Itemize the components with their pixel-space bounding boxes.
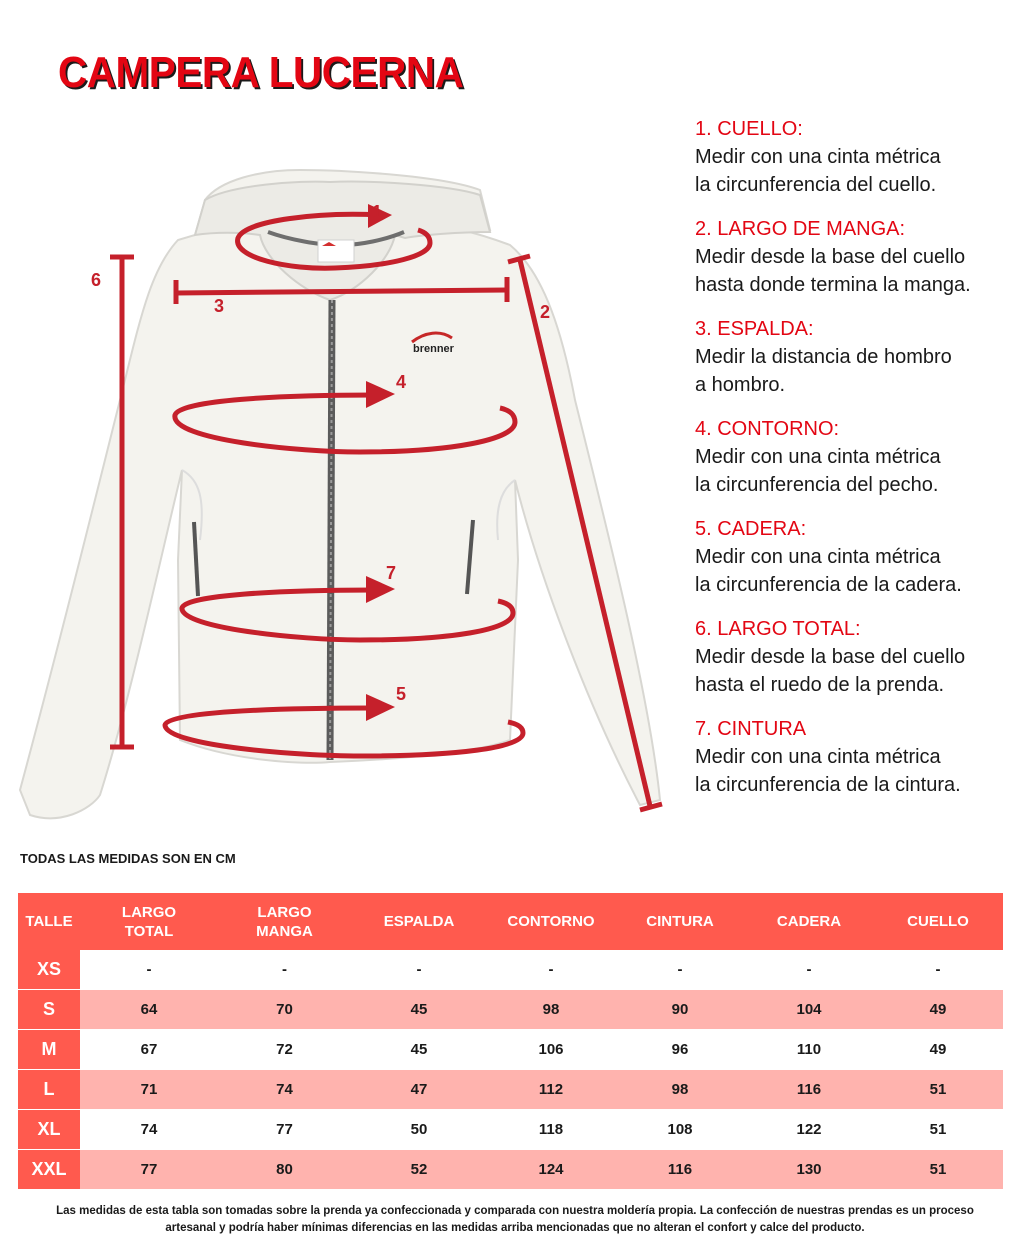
size-label: L bbox=[18, 1070, 80, 1110]
table-cell: 96 bbox=[615, 1030, 745, 1070]
table-row bbox=[18, 990, 1003, 1030]
table-cell: 52 bbox=[351, 1150, 487, 1190]
table-cell: 50 bbox=[351, 1110, 487, 1150]
column-header-contorno: CONTORNO bbox=[487, 893, 615, 950]
column-header-largo-total: LARGO TOTAL bbox=[80, 893, 218, 950]
marker-1: 1 bbox=[372, 202, 383, 222]
table-cell: 80 bbox=[218, 1150, 351, 1190]
step-title: 5. CADERA: bbox=[695, 518, 807, 540]
step-cuello bbox=[695, 115, 1015, 199]
column-header-talle: TALLE bbox=[18, 893, 80, 950]
table-cell: 98 bbox=[487, 990, 615, 1030]
table-row bbox=[18, 1150, 1003, 1190]
table-cell: 124 bbox=[487, 1150, 615, 1190]
table-cell: 116 bbox=[615, 1150, 745, 1190]
table-cell: 130 bbox=[745, 1150, 873, 1190]
table-cell: 122 bbox=[745, 1110, 873, 1150]
step-cadera bbox=[695, 515, 1015, 599]
table-cell: - bbox=[745, 950, 873, 990]
table-cell: 112 bbox=[487, 1070, 615, 1110]
step-espalda bbox=[695, 315, 1015, 399]
column-header-espalda: ESPALDA bbox=[351, 893, 487, 950]
table-cell: 116 bbox=[745, 1070, 873, 1110]
size-label: M bbox=[18, 1030, 80, 1070]
table-cell: 51 bbox=[873, 1150, 1003, 1190]
table-cell: 72 bbox=[218, 1030, 351, 1070]
table-cell: 74 bbox=[218, 1070, 351, 1110]
column-header-largo-manga: LARGO MANGA bbox=[218, 893, 351, 950]
table-cell: 51 bbox=[873, 1070, 1003, 1110]
marker-3: 3 bbox=[214, 296, 225, 316]
table-cell: - bbox=[218, 950, 351, 990]
step-description: Medir con una cinta métrica la circunferencia de la cintura. bbox=[695, 746, 961, 796]
table-cell: 104 bbox=[745, 990, 873, 1030]
step-description: Medir con una cinta métrica la circunferencia del cuello. bbox=[695, 146, 941, 196]
step-contorno bbox=[695, 415, 1015, 499]
size-label: S bbox=[18, 990, 80, 1030]
size-label: XS bbox=[18, 950, 80, 990]
step-title: 4. CONTORNO: bbox=[695, 418, 840, 440]
disclaimer-text: Las medidas de esta tabla son tomadas sobre la prenda ya confeccionada y comparada con nuestra moldería propia. La confección de nuestras prendas es un proceso artesanal y podría haber mínimas diferencias en las medidas arriba mencionadas que no alteran el confort y calce del producto. bbox=[56, 1205, 974, 1234]
marker-5: 5 bbox=[396, 684, 407, 704]
size-label: XL bbox=[18, 1110, 80, 1150]
table-cell: 45 bbox=[351, 990, 487, 1030]
table-row bbox=[18, 950, 1003, 990]
step-title: 3. ESPALDA: bbox=[695, 318, 814, 340]
table-cell: 77 bbox=[80, 1150, 218, 1190]
step-title: 6. LARGO TOTAL: bbox=[695, 618, 861, 640]
table-cell: 108 bbox=[615, 1110, 745, 1150]
table-cell: - bbox=[873, 950, 1003, 990]
table-cell: 98 bbox=[615, 1070, 745, 1110]
units-note: TODAS LAS MEDIDAS SON EN CM bbox=[20, 851, 236, 866]
table-cell: 106 bbox=[487, 1030, 615, 1070]
marker-6: 6 bbox=[91, 270, 102, 290]
size-chart-table bbox=[18, 893, 1003, 1190]
marker-7: 7 bbox=[386, 563, 397, 583]
table-cell: 45 bbox=[351, 1030, 487, 1070]
step-description: Medir con una cinta métrica la circunferencia de la cadera. bbox=[695, 546, 962, 596]
step-largo-total bbox=[695, 615, 1015, 699]
step-title: 1. CUELLO: bbox=[695, 118, 803, 140]
table-cell: 47 bbox=[351, 1070, 487, 1110]
column-header-cintura: CINTURA bbox=[615, 893, 745, 950]
column-header-cadera: CADERA bbox=[745, 893, 873, 950]
step-description: Medir la distancia de hombro a hombro. bbox=[695, 346, 952, 396]
step-title: 7. CINTURA bbox=[695, 718, 807, 740]
column-header-cuello: CUELLO bbox=[873, 893, 1003, 950]
table-cell: 49 bbox=[873, 1030, 1003, 1070]
table-cell: 49 bbox=[873, 990, 1003, 1030]
table-row bbox=[18, 1070, 1003, 1110]
table-cell: 70 bbox=[218, 990, 351, 1030]
table-row bbox=[18, 1030, 1003, 1070]
marker-4: 4 bbox=[396, 372, 407, 392]
table-cell: 51 bbox=[873, 1110, 1003, 1150]
table-cell: 110 bbox=[745, 1030, 873, 1070]
table-cell: 64 bbox=[80, 990, 218, 1030]
table-cell: - bbox=[615, 950, 745, 990]
table-cell: - bbox=[487, 950, 615, 990]
page-title: CAMPERA LUCERNA bbox=[58, 48, 464, 97]
table-cell: 77 bbox=[218, 1110, 351, 1150]
table-cell: - bbox=[351, 950, 487, 990]
step-cintura bbox=[695, 715, 1015, 799]
step-description: Medir desde la base del cuello hasta donde termina la manga. bbox=[695, 246, 971, 296]
size-label: XXL bbox=[18, 1150, 80, 1190]
marker-2: 2 bbox=[540, 302, 551, 322]
table-cell: 71 bbox=[80, 1070, 218, 1110]
table-cell: 74 bbox=[80, 1110, 218, 1150]
table-cell: - bbox=[80, 950, 218, 990]
step-description: Medir con una cinta métrica la circunferencia del pecho. bbox=[695, 446, 941, 496]
step-title: 2. LARGO DE MANGA: bbox=[695, 218, 906, 240]
table-cell: 90 bbox=[615, 990, 745, 1030]
table-header-row bbox=[18, 893, 1003, 950]
brand-logo: brenner bbox=[413, 343, 454, 355]
table-cell: 118 bbox=[487, 1110, 615, 1150]
measurement-instructions bbox=[695, 115, 1015, 815]
table-cell: 67 bbox=[80, 1030, 218, 1070]
step-largo-manga bbox=[695, 215, 1015, 299]
jacket-measurement-illustration bbox=[0, 150, 680, 840]
step-description: Medir desde la base del cuello hasta el ruedo de la prenda. bbox=[695, 646, 966, 696]
table-row bbox=[18, 1110, 1003, 1150]
